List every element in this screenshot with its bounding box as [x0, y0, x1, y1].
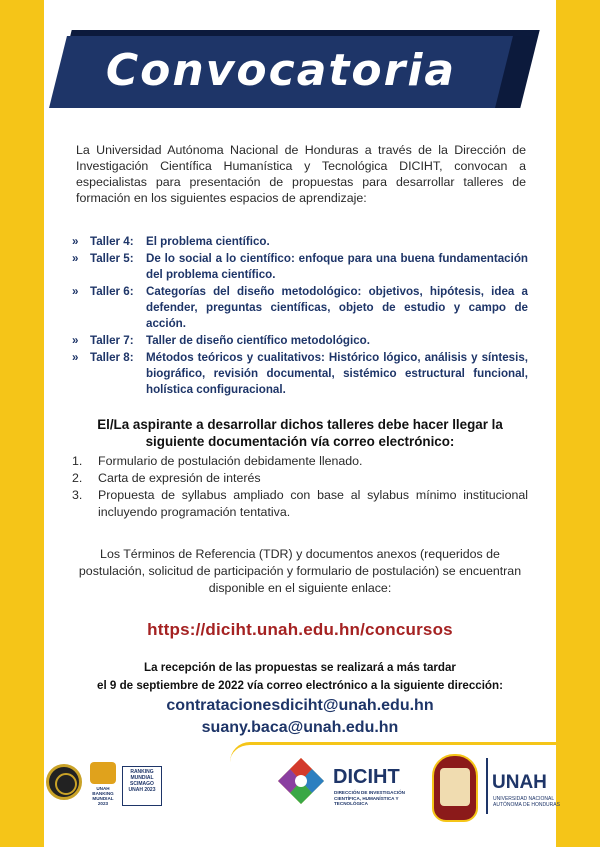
right-yellow-band [556, 0, 600, 847]
bullet-icon: » [72, 252, 79, 265]
workshop-description: Taller de diseño científico metodológico. [146, 334, 370, 347]
unah-seal-icon [432, 754, 478, 822]
workshop-list [72, 234, 528, 399]
badge-text: UNAH BANKING MUNDIAL 2023 [92, 786, 114, 806]
email-suany[interactable]: suany.baca@unah.edu.hn [201, 719, 399, 736]
workshop-name: Taller 5: [90, 252, 134, 265]
document-item [72, 470, 528, 487]
workshop-item [72, 234, 528, 250]
bullet-icon: » [72, 334, 79, 347]
workshop-item [72, 284, 528, 332]
bullet-icon: » [72, 351, 79, 364]
workshop-description: Categorías del diseño metodológico: objetivos, hipótesis, idea a defender, preguntas científicas, objeto de estudio y campo de acción. [146, 285, 528, 330]
ranking-seal-icon [46, 764, 82, 800]
deadline-line-2: el 9 de septiembre de 2022 vía correo electrónico a la siguiente dirección: [97, 679, 503, 692]
workshop-name: Taller 7: [90, 334, 134, 347]
seal-emblem [440, 768, 470, 806]
contests-link[interactable]: https://diciht.unah.edu.hn/concursos [147, 620, 453, 639]
diciht-name: DICIHT [333, 766, 400, 788]
documents-list [72, 453, 528, 521]
document-item [72, 453, 528, 470]
document-number: 3. [72, 488, 83, 502]
diciht-logo-icon [276, 756, 326, 806]
unah-subtitle: UNIVERSIDAD NACIONAL AUTÓNOMA DE HONDURAS [493, 796, 560, 808]
document-text: Carta de expresión de interés [98, 471, 261, 485]
document-number: 1. [72, 454, 83, 468]
unah-name: UNAH [492, 772, 547, 793]
email-contrataciones[interactable]: contratacionesdiciht@unah.edu.hn [166, 697, 434, 714]
left-yellow-band [0, 0, 44, 847]
workshop-name: Taller 8: [90, 351, 134, 364]
deadline-notice [70, 659, 530, 695]
workshop-description: De lo social a lo científico: enfoque para una buena fundamentación del problema científico. [146, 252, 528, 281]
badge-text: RANKING MUNDIAL SCIMAGO UNAH 2023 [128, 769, 156, 793]
banking-mundial-badge [88, 762, 118, 806]
diciht-subtitle: DIRECCIÓN DE INVESTIGACIÓN CIENTÍFICA, HUMANÍSTICA Y TECNOLÓGICA [334, 790, 405, 806]
bullet-icon: » [72, 285, 79, 298]
workshop-description: Métodos teóricos y cualitativos: Histórico lógico, análisis y síntesis, biográfico, revisión documental, sistémico estructural funcional, holística configuracional. [146, 351, 528, 396]
workshop-name: Taller 4: [90, 235, 134, 248]
page-title: Convocatoria [105, 45, 457, 96]
bullet-icon: » [72, 235, 79, 248]
document-text: Formulario de postulación debidamente llenado. [98, 454, 363, 468]
deadline-line-1: La recepción de las propuestas se realizará a más tardar [144, 661, 456, 674]
banking-mark-icon [90, 762, 116, 784]
documents-heading: El/La aspirante a desarrollar dichos talleres debe hacer llegar la siguiente documentación vía correo electrónico: [97, 417, 503, 449]
document-number: 2. [72, 471, 83, 485]
document-item [72, 487, 528, 521]
document-text: Propuesta de syllabus ampliado con base al sylabus mínimo institucional incluyendo programación tentativa. [98, 488, 528, 519]
workshop-description: El problema científico. [146, 235, 270, 248]
footer-divider [486, 758, 488, 814]
workshop-item [72, 333, 528, 349]
intro-paragraph: La Universidad Autónoma Nacional de Honduras a través de la Dirección de Investigación Científica Humanística y Tecnológica DICIHT, convocan a especialistas para presentación de propuestas para desarrollar talleres de formación en los siguientes espacios de aprendizaje: [76, 143, 526, 205]
workshop-name: Taller 6: [90, 285, 134, 298]
scimago-badge [122, 766, 162, 806]
tdr-paragraph: Los Términos de Referencia (TDR) y documentos anexos (requeridos de postulación, solicitud de participación y formulario de postulación) se encuentran disponible en el siguiente enlace: [78, 547, 522, 595]
workshop-item [72, 251, 528, 283]
workshop-item [72, 350, 528, 398]
